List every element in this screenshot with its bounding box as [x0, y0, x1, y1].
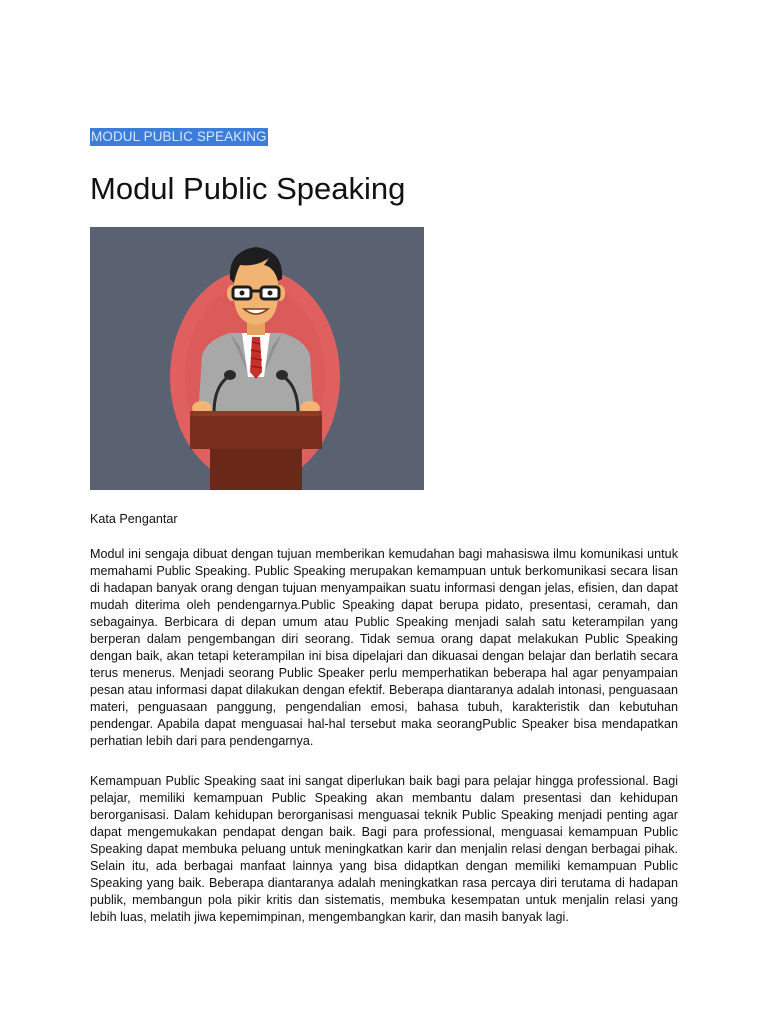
podium-top — [190, 411, 322, 449]
speaker-at-podium-illustration — [90, 227, 424, 490]
paragraph-benefits: Kemampuan Public Speaking saat ini sangat diperlukan baik bagi para pelajar hingga professional. Bagi pelajar, memiliki kemampuan Public Speaking akan membantu dalam presentasi dan kehidupan berorganisasi. Dalam kehidupan berorganisasi menguasai teknik Public Speaking menjadi penting agar dapat mengemukakan pendapat dengan baik. Bagi para professional, menguasai kemampuan Public Speaking dapat membuka peluang untuk meningkatkan karir dan menjalin relasi dengan berbagai pihak. Selain itu, ada berbagai manfaat lainnya yang bisa didaptkan dengan memiliki kemampuan Public Speaking yang baik. Beberapa diantaranya adalah meningkatkan rasa percaya diri terutama di hadapan publik, membangun pola pikir kritis dan sistematis, membuka kesempatan untuk menjalin relasi yang lebih luas, melatih jiwa kepemimpinan, mengembangkan karir, dan masih banyak lagi. — [90, 774, 678, 924]
paragraph-intro: Modul ini sengaja dibuat dengan tujuan memberikan kemudahan bagi mahasiswa ilmu komunikasi untuk memahami Public Speaking. Public Speaking merupakan kemampuan untuk berkomunikasi secara lisan di hadapan banyak orang dengan tujuan menyampaikan suatu informasi dengan jelas, efisien, dan dapat mudah diterima oleh pendengarnya.Public Speaking dapat berupa pidato, presentasi, ceramah, dan sebagainya. Berbicara di depan umum atau Public Speaking menjadi salah satu keterampilan yang berperan dalam pengembangan diri seorang. Tidak semua orang dapat melakukan Public Speaking dengan baik, akan tetapi keterampilan ini bisa dipelajari dan dikuasai dengan belajar dan berlatih secara terus menerus. Menjadi seorang Public Speaker perlu memperhatikan beberapa hal agar penyampaian pesan atau informasi dapat dilakukan dengan efektif. Beberapa diantaranya adalah intonasi, penguasaan materi, penguasaan panggung, pengendalian emosi, bahasa tubuh, karakteristik dan kebutuhan pendengar. Apabila dapat menguasai hal-hal tersebut maka seorangPublic Speaker bisa mendapatkan perhatian lebih dari para pendengarnya. — [90, 547, 678, 748]
section-heading: Kata Pengantar — [90, 512, 178, 526]
document-title: Modul Public Speaking — [90, 171, 406, 206]
header-link-highlighted[interactable]: MODUL PUBLIC SPEAKING — [91, 129, 267, 144]
podium-base — [210, 449, 302, 490]
